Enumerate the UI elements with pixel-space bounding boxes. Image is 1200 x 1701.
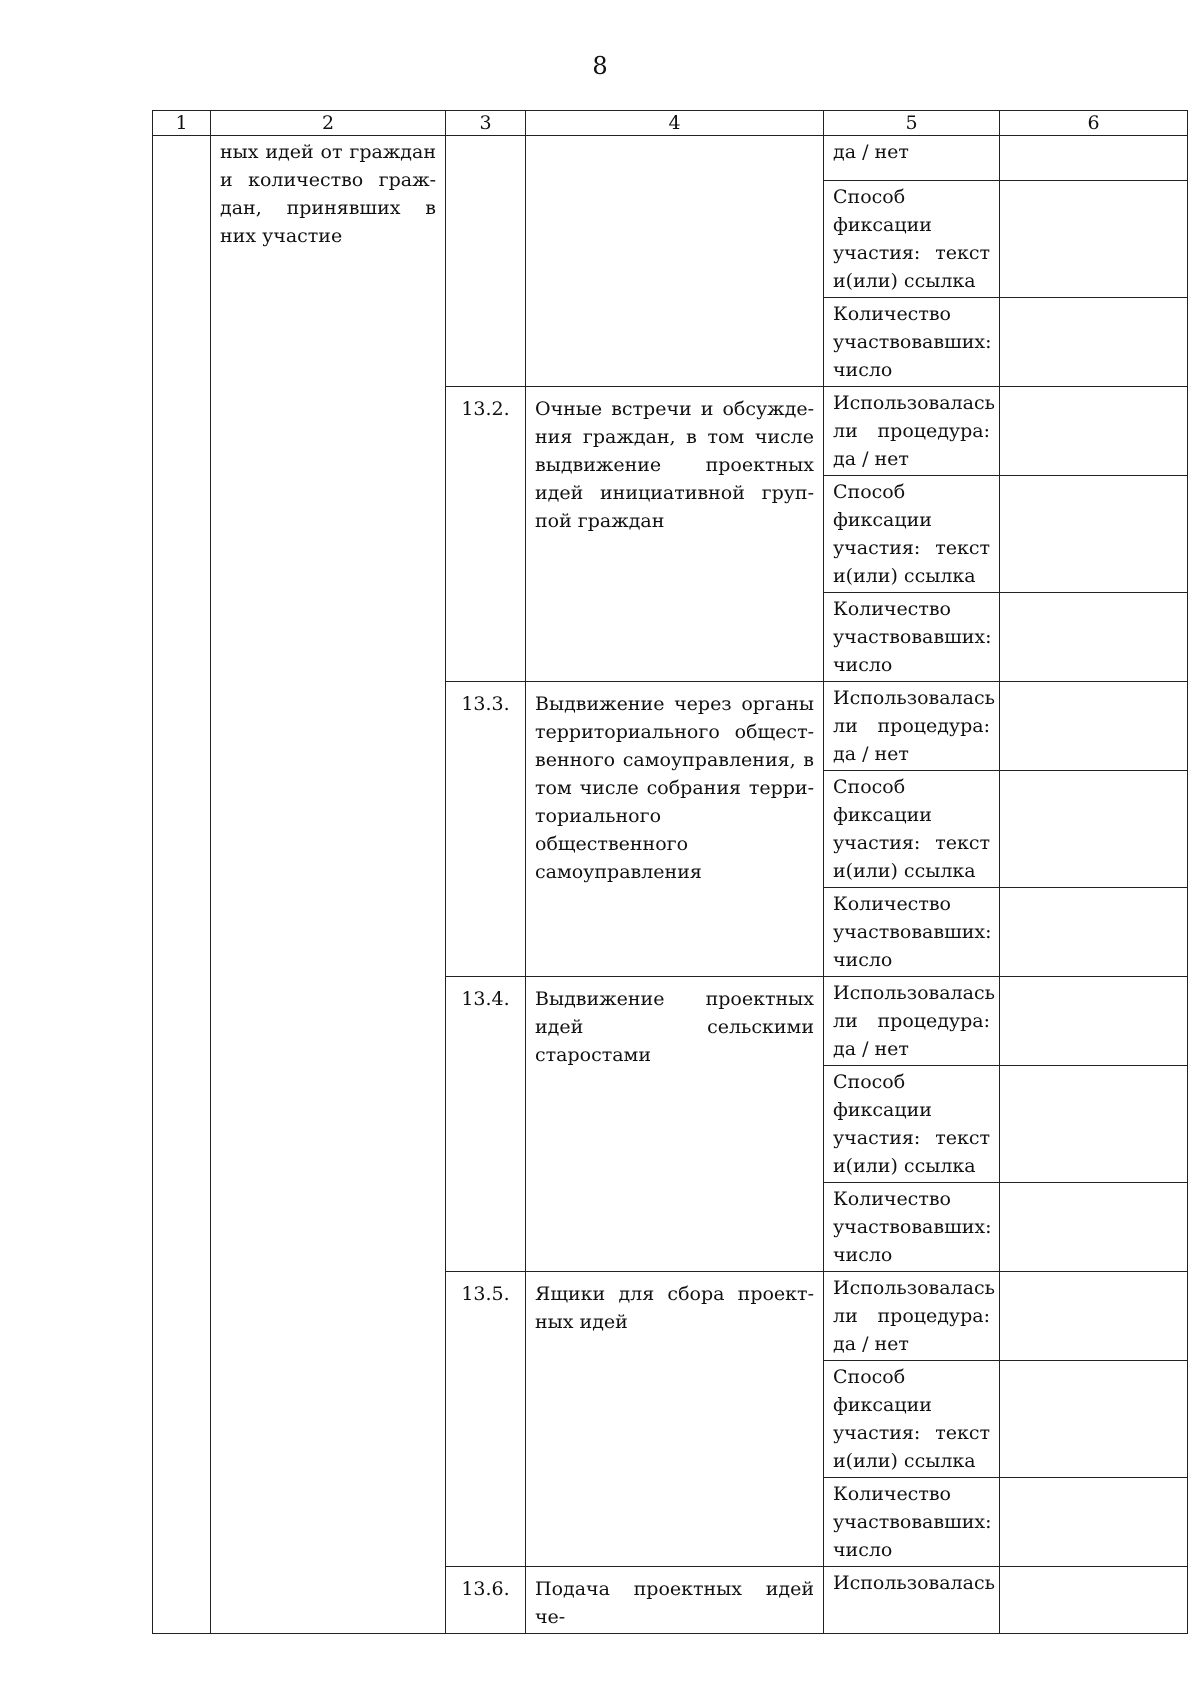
value-type-cell: Использовалась [824,1567,1000,1634]
item-number-cell: 13.6. [446,1567,526,1634]
value-cell [1000,771,1188,888]
table-row [153,136,1188,181]
value-type-cell: Количество участвовавших: число [824,1183,1000,1272]
col4-empty-cell [526,136,824,387]
value-cell [1000,181,1188,298]
header-cell-5: 5 [824,111,1000,136]
value-type-cell: да / нет [824,136,1000,181]
item-number-cell: 13.5. [446,1272,526,1567]
value-type-cell: Использовалась ли процедура: да / нет [824,977,1000,1066]
value-cell [1000,1361,1188,1478]
value-cell [1000,888,1188,977]
value-cell [1000,1567,1188,1634]
item-number-cell: 13.3. [446,682,526,977]
header-cell-2: 2 [211,111,446,136]
header-cell-4: 4 [526,111,824,136]
item-description-cell: Ящики для сбора проект-ных идей [526,1272,824,1567]
value-type-cell: Использовалась ли процедура: да / нет [824,387,1000,476]
value-type-cell: Количество участвовавших: число [824,298,1000,387]
value-cell [1000,298,1188,387]
value-type-cell: Способ фиксации участия: текст и(или) ссылка [824,181,1000,298]
value-type-cell: Способ фиксации участия: текст и(или) ссылка [824,476,1000,593]
header-row [153,111,1188,136]
value-cell [1000,1272,1188,1361]
col3-empty-cell [446,136,526,387]
value-type-cell: Способ фиксации участия: текст и(или) ссылка [824,771,1000,888]
header-cell-6: 6 [1000,111,1188,136]
value-type-cell: Способ фиксации участия: текст и(или) ссылка [824,1066,1000,1183]
indicator-name-cell: ных идей от граждан и количество граж-дан, принявших в них участие [211,136,446,1634]
value-type-cell: Количество участвовавших: число [824,1478,1000,1567]
header-cell-1: 1 [153,111,211,136]
value-cell [1000,682,1188,771]
value-type-cell: Использовалась ли процедура: да / нет [824,1272,1000,1361]
value-type-cell: Количество участвовавших: число [824,888,1000,977]
value-type-cell: Использовалась ли процедура: да / нет [824,682,1000,771]
value-cell [1000,1066,1188,1183]
value-cell [1000,1478,1188,1567]
header-cell-3: 3 [446,111,526,136]
col1-cell [153,136,211,1634]
value-cell [1000,593,1188,682]
value-cell [1000,387,1188,476]
item-description-cell: Очные встречи и обсужде-ния граждан, в том числе выдвижение проектных идей инициативной груп-пой граждан [526,387,824,682]
value-type-cell: Способ фиксации участия: текст и(или) ссылка [824,1361,1000,1478]
value-cell [1000,136,1188,181]
item-number-cell: 13.4. [446,977,526,1272]
criteria-table [152,110,1188,1634]
value-cell [1000,476,1188,593]
item-number-cell: 13.2. [446,387,526,682]
value-cell [1000,1183,1188,1272]
page-number: 8 [592,52,608,80]
item-description-cell: Выдвижение через органы территориального общест-венного самоуправления, в том числе собрания терри-ториального общественного самоуправления [526,682,824,977]
value-type-cell: Количество участвовавших: число [824,593,1000,682]
item-description-cell: Выдвижение проектных идей сельскими старостами [526,977,824,1272]
item-description-cell: Подача проектных идей че- [526,1567,824,1634]
value-cell [1000,977,1188,1066]
